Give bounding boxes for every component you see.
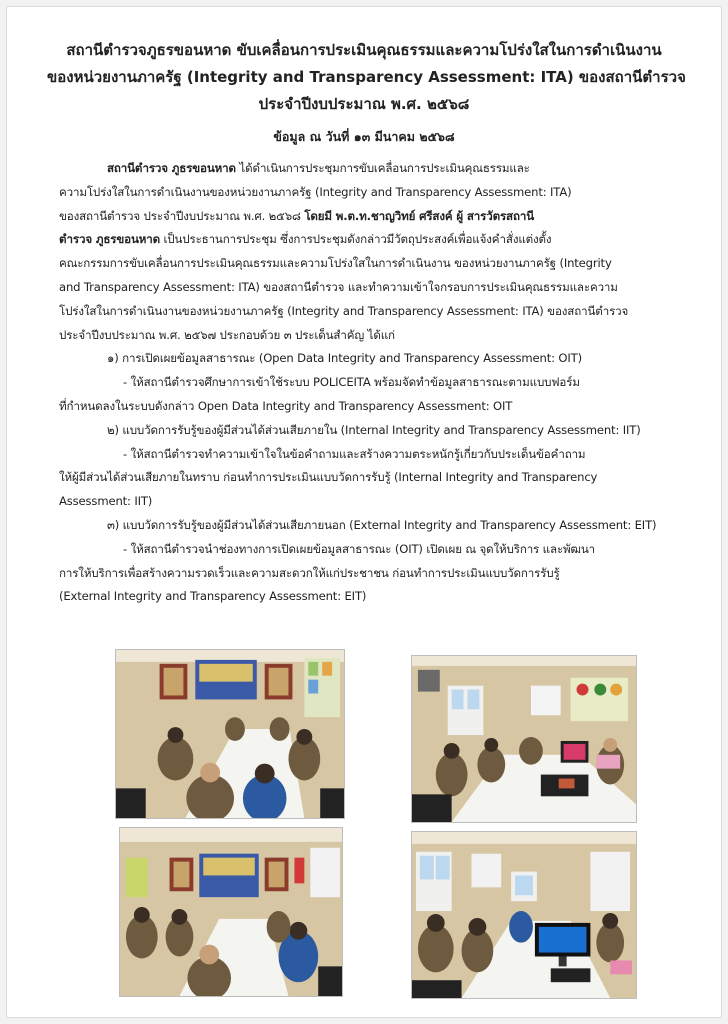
paragraph-text: ของสถานีตำรวจ ประจำปีงบประมาณ พ.ศ. ๒๕๖๘ bbox=[59, 208, 305, 223]
paragraph-text: เป็นประธานการประชุม ซึ่งการประชุมดังกล่าวมีวัตถุประสงค์เพื่อแจ้งคำสั่งแต่งตั้ง bbox=[159, 232, 552, 247]
item-2-detail: - ให้สถานีตำรวจทำความเข้าใจในข้อคำถามและสร้างความตระหนักรู้เกี่ยวกับประเด็นข้อคำถาม bbox=[123, 446, 586, 461]
meeting-photo-4 bbox=[411, 831, 637, 999]
item-3-title: ๓) แบบวัดการรับรู้ของผู้มีส่วนได้ส่วนเสียภายนอก (External Integrity and Transparency Assessment: EIT) bbox=[107, 517, 657, 532]
date-line: ข้อมูล ณ วันที่ ๑๓ มีนาคม ๒๕๖๘ bbox=[273, 129, 455, 144]
station-name-bold: ตำรวจ ภูธรขอนหาด bbox=[59, 232, 160, 247]
meeting-photo-3 bbox=[119, 827, 343, 997]
item-2-detail: ให้ผู้มีส่วนได้ส่วนเสียภายในทราบ ก่อนทำการประเมินแบบวัดการรับรู้ (Internal Integrity and Transparency bbox=[59, 470, 598, 485]
item-1-detail: - ให้สถานีตำรวจศึกษาการเข้าใช้ระบบ POLICEITA พร้อมจัดทำข้อมูลสาธารณะตามแบบฟอร์ม bbox=[123, 375, 580, 390]
meeting-photo-4-image bbox=[412, 832, 636, 998]
paragraph-line: คณะกรรมการขับเคลื่อนการประเมินคุณธรรมและความโปร่งใสในการดำเนินงาน ของหน่วยงานภาครัฐ (Integrity bbox=[59, 256, 612, 271]
document-title bbox=[47, 37, 686, 118]
document-page bbox=[6, 6, 722, 1018]
title-line-2: ของหน่วยงานภาครัฐ (Integrity and Transparency Assessment: ITA) ของสถานีตำรวจ bbox=[47, 68, 686, 86]
meeting-photo-1 bbox=[115, 649, 345, 819]
meeting-photo-2-image bbox=[412, 656, 636, 822]
paragraph-line: ประจำปีงบประมาณ พ.ศ. ๒๕๖๗ ประกอบด้วย ๓ ประเด็นสำคัญ ได้แก่ bbox=[59, 327, 395, 342]
paragraph-line: โปร่งใสในการดำเนินงานของหน่วยงานภาครัฐ (Integrity and Transparency Assessment: ITA) ของสถานีตำรวจ bbox=[59, 303, 629, 318]
item-3-detail: การให้บริการเพื่อสร้างความรวดเร็วและความสะดวกให้แก่ประชาชน ก่อนทำการประเมินแบบวัดการรับรู้ bbox=[59, 565, 560, 580]
paragraph-text: ได้ดำเนินการประชุมการขับเคลื่อนการประเมินคุณธรรมและ bbox=[235, 161, 530, 175]
paragraph-line: ความโปร่งใสในการดำเนินงานของหน่วยงานภาครัฐ (Integrity and Transparency Assessment: ITA) bbox=[59, 184, 572, 199]
meeting-photo-1-image bbox=[116, 650, 344, 818]
document-body bbox=[59, 157, 679, 609]
paragraph-line bbox=[59, 157, 679, 181]
station-name-bold: สถานีตำรวจ ภูธรขอนหาด bbox=[107, 161, 236, 175]
paragraph-line: and Transparency Assessment: ITA) ของสถานีตำรวจ และทำความเข้าใจกรอบการประเมินคุณธรรมและความ bbox=[59, 279, 618, 294]
item-3-detail: (External Integrity and Transparency Assessment: EIT) bbox=[59, 589, 367, 604]
item-2-title: ๒) แบบวัดการรับรู้ของผู้มีส่วนได้ส่วนเสียภายใน (Internal Integrity and Transparency Assessment: IIT) bbox=[107, 422, 641, 437]
title-line-3: ประจำปีงบประมาณ พ.ศ. ๒๕๖๘ bbox=[258, 95, 470, 113]
item-2-detail: Assessment: IIT) bbox=[59, 494, 153, 509]
title-line-1: สถานีตำรวจภูธรขอนหาด ขับเคลื่อนการประเมินคุณธรรมและความโปร่งใสในการดำเนินงาน bbox=[66, 41, 662, 59]
paragraph-line bbox=[59, 228, 679, 252]
paragraph-line bbox=[59, 205, 679, 229]
chairman-bold: โดยมี พ.ต.ท.ชาญวิทย์ ศรีสงค์ ผู้ สารวัตรสถานี bbox=[304, 208, 534, 223]
item-1-title: ๑) การเปิดเผยข้อมูลสาธารณะ (Open Data Integrity and Transparency Assessment: OIT) bbox=[107, 351, 582, 366]
item-1-detail: ที่กำหนดลงในระบบดังกล่าว Open Data Integrity and Transparency Assessment: OIT bbox=[59, 398, 513, 413]
meeting-photo-2 bbox=[411, 655, 637, 823]
item-3-detail: - ให้สถานีตำรวจนำช่องทางการเปิดเผยข้อมูลสาธารณะ (OIT) เปิดเผย ณ จุดให้บริการ และพัฒนา bbox=[123, 541, 595, 556]
meeting-photo-3-image bbox=[120, 828, 342, 996]
